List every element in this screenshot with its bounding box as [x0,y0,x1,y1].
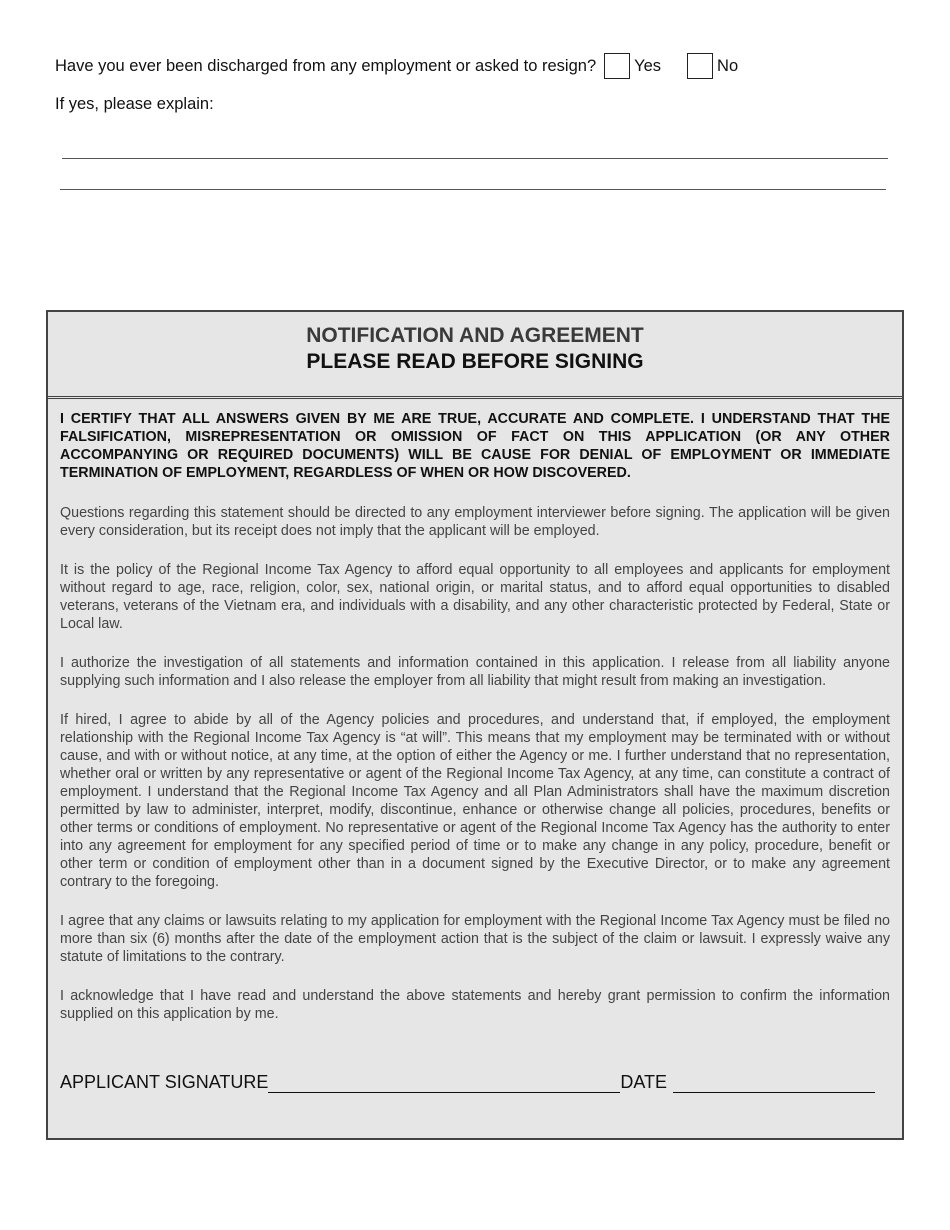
paragraph-acknowledge: I acknowledge that I have read and understand the above statements and hereby grant permission to confirm the information supplied on this application by me. [60,988,890,1022]
discharge-question [55,52,738,80]
paragraph-questions: Questions regarding this statement should be directed to any employment interviewer before signing. The application will be given every consideration, but its receipt does not imply that the applicant will be employed. [60,505,890,539]
yes-label: Yes [634,56,662,75]
yes-checkbox[interactable] [604,53,630,79]
date-field[interactable] [673,1072,875,1093]
no-label: No [717,56,739,75]
discharge-question-text: Have you ever been discharged from any employment or asked to resign? [55,56,597,75]
no-checkbox[interactable] [687,53,713,79]
explain-line-1[interactable] [62,158,888,159]
panel-body [48,399,902,1023]
explain-line-2[interactable] [60,189,886,190]
signature-field[interactable] [268,1072,620,1093]
paragraph-equal-opportunity: It is the policy of the Regional Income Tax Agency to afford equal opportunity to all employees and applicants for employment without regard to age, race, religion, color, sex, national origin, or marital status, and to afford equal opportunities to disabled veterans, veterans of the Vietnam era, and individuals with a disability, and any other characteristic protected by Federal, State or Local law. [60,562,890,632]
panel-header [48,312,902,399]
date-label: DATE [620,1072,668,1092]
paragraph-claims: I agree that any claims or lawsuits relating to my application for employment with the Regional Income Tax Agency must be filed no more than six (6) months after the date of the employment action that is the subject of the claim or lawsuit. I expressly waive any statute of limitations to the contrary. [60,913,890,965]
panel-title: NOTIFICATION AND AGREEMENT [306,324,644,347]
panel-subtitle: PLEASE READ BEFORE SIGNING [306,350,644,373]
signature-row [60,1072,875,1093]
paragraph-investigation: I authorize the investigation of all statements and information contained in this application. I release from all liability anyone supplying such information and I also release the employer from all liability that might result from making an investigation. [60,655,890,689]
notification-agreement-panel [46,310,904,1140]
signature-label: APPLICANT SIGNATURE [60,1072,269,1092]
paragraph-at-will: If hired, I agree to abide by all of the Agency policies and procedures, and understand that, if employed, the employment relationship with the Regional Income Tax Agency is “at will”. This means that my employment may be terminated with or without cause, and with or without notice, at any time, at the option of either the Agency or me. I further understand that no representation, whether oral or written by any representative or agent of the Regional Income Tax Agency, at any time, can constitute a contract of employment. I understand that the Regional Income Tax Agency and all Plan Administrators shall have the maximum discretion permitted by law to administer, interpret, modify, discontinue, enhance or otherwise change all policies, procedures, benefits or other terms or conditions of employment. No representative or agent of the Regional Income Tax Agency has the authority to enter into any agreement for employment for any specified period of time or to make any change in any policy, procedure, benefit or other term or condition of employment other than in a document signed by the Executive Director, or to make any agreement contrary to the foregoing. [60,712,890,890]
explain-label: If yes, please explain: [55,95,214,113]
certification-statement: I CERTIFY THAT ALL ANSWERS GIVEN BY ME ARE TRUE, ACCURATE AND COMPLETE. I UNDERSTAND THAT THE FALSIFICATION, MISREPRESENTATION OR OMISSION OF FACT ON THIS APPLICATION (OR ANY OTHER ACCOMPANYING OR REQUIRED DOCUMENTS) WILL BE CAUSE FOR DENIAL OF EMPLOYMENT OR IMMEDIATE TERMINATION OF EMPLOYMENT, REGARDLESS OF WHEN OR HOW DISCOVERED. [60,411,890,481]
